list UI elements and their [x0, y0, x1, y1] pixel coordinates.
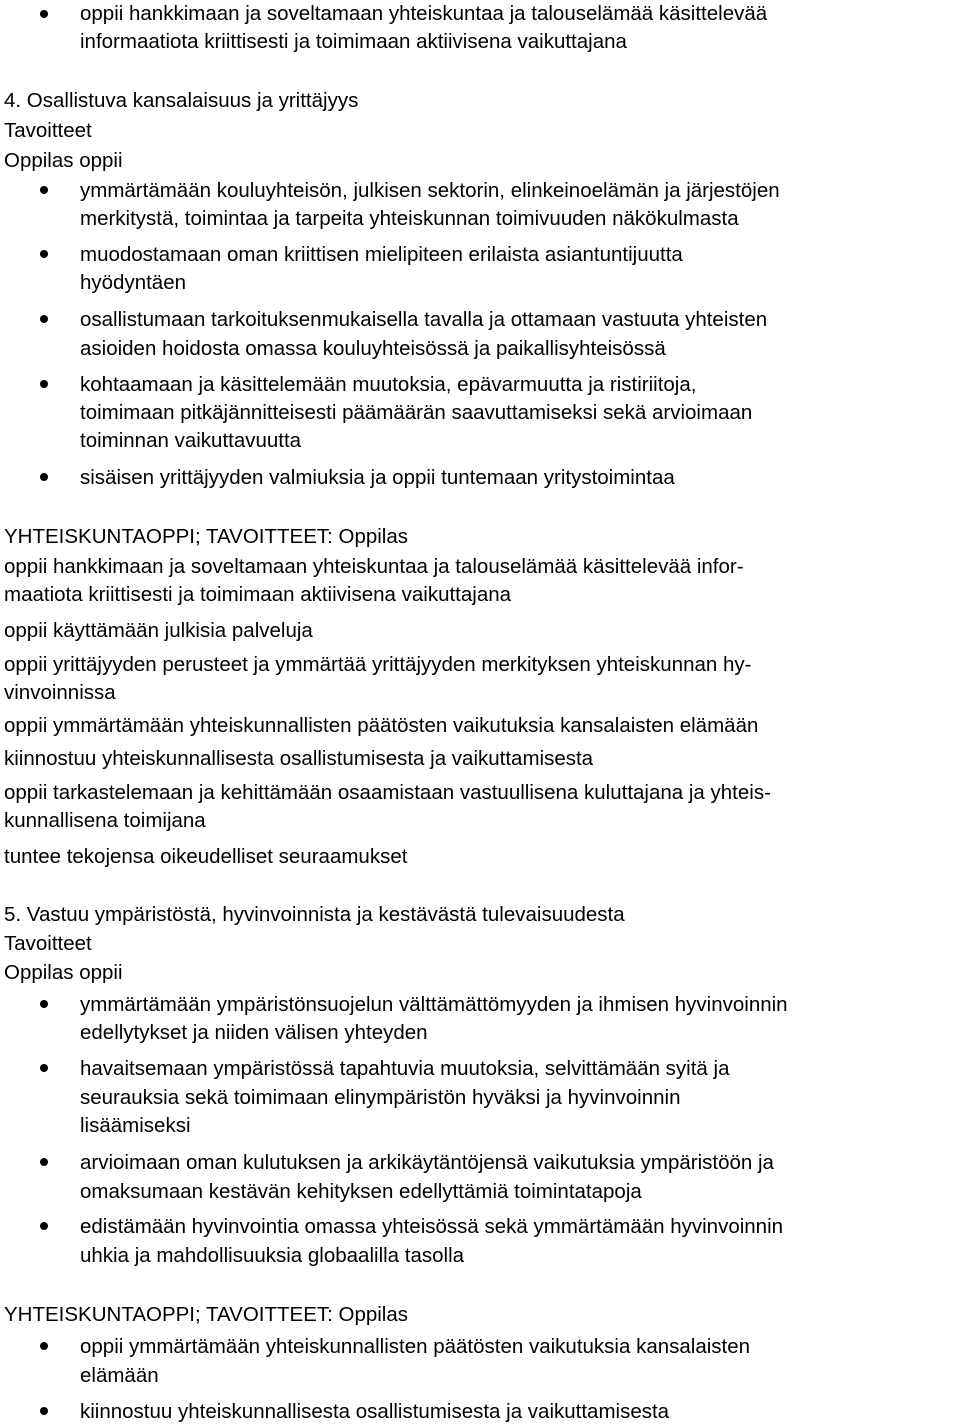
subject-text: vinvoinnissa: [4, 681, 116, 704]
bullet-icon: [40, 1064, 48, 1072]
subject-text: maatiota kriittisesti ja toimimaan aktiivisena vaikuttajana: [4, 583, 512, 606]
pupil-label: Oppilas oppii: [4, 961, 123, 984]
list-item-text: merkitystä, toimintaa ja tarpeita yhteiskunnan toimivuuden näkökulmasta: [80, 207, 739, 230]
list-item-text: havaitsemaan ympäristössä tapahtuvia muutoksia, selvittämään syitä ja: [80, 1057, 730, 1080]
subject-text: oppii käyttämään julkisia palveluja: [4, 619, 313, 642]
bullet-icon: [40, 315, 48, 323]
bullet-icon: [40, 1407, 48, 1415]
list-item-text: kiinnostuu yhteiskunnallisesta osallistumisesta ja vaikuttamisesta: [80, 1400, 670, 1423]
bullet-icon: [40, 473, 48, 481]
list-item-text: omaksumaan kestävän kehityksen edellyttämiä toimintatapoja: [80, 1180, 642, 1203]
bullet-icon: [40, 10, 48, 18]
list-item-text: edellytykset ja niiden välisen yhteyden: [80, 1021, 428, 1044]
list-item-text: ymmärtämään kouluyhteisön, julkisen sektorin, elinkeinoelämän ja järjestöjen: [80, 179, 780, 202]
list-item-text: oppii hankkimaan ja soveltamaan yhteiskuntaa ja talouselämää käsittelevää: [80, 2, 768, 25]
list-item-text: elämään: [80, 1364, 159, 1387]
bullet-icon: [40, 1342, 48, 1350]
list-item-text: edistämään hyvinvointia omassa yhteisössä sekä ymmärtämään hyvinvoinnin: [80, 1215, 784, 1238]
list-item-text: kohtaamaan ja käsittelemään muutoksia, epävarmuutta ja ristiriitoja,: [80, 373, 697, 396]
subject-heading: YHTEISKUNTAOPPI; TAVOITTEET: Oppilas: [4, 525, 409, 548]
list-item-text: lisäämiseksi: [80, 1114, 191, 1137]
list-item-text: asioiden hoidosta omassa kouluyhteisössä ja paikallisyhteisössä: [80, 337, 666, 360]
bullet-icon: [40, 1222, 48, 1230]
goals-label: Tavoitteet: [4, 119, 92, 142]
list-item-text: muodostamaan oman kriittisen mielipiteen erilaista asiantuntijuutta: [80, 243, 683, 266]
bullet-icon: [40, 186, 48, 194]
section-heading: 4. Osallistuva kansalaisuus ja yrittäjyys: [4, 89, 359, 112]
subject-text: kunnallisena toimijana: [4, 809, 206, 832]
list-item-text: ymmärtämään ympäristönsuojelun välttämättömyyden ja ihmisen hyvinvoinnin: [80, 993, 788, 1016]
subject-text: oppii yrittäjyyden perusteet ja ymmärtää yrittäjyyden merkityksen yhteiskunnan hy-: [4, 653, 752, 676]
goals-label: Tavoitteet: [4, 932, 92, 955]
subject-text: kiinnostuu yhteiskunnallisesta osallistumisesta ja vaikuttamisesta: [4, 747, 594, 770]
list-item-text: informaatiota kriittisesti ja toimimaan aktiivisena vaikuttajana: [80, 30, 627, 53]
list-item-text: uhkia ja mahdollisuuksia globaalilla tasolla: [80, 1244, 465, 1267]
subject-heading: YHTEISKUNTAOPPI; TAVOITTEET: Oppilas: [4, 1303, 409, 1326]
bullet-icon: [40, 1000, 48, 1008]
subject-text: oppii ymmärtämään yhteiskunnallisten päätösten vaikutuksia kansalaisten elämään: [4, 714, 759, 737]
subject-text: oppii tarkastelemaan ja kehittämään osaamistaan vastuullisena kuluttajana ja yhteis-: [4, 781, 771, 804]
bullet-icon: [40, 380, 48, 388]
subject-text: oppii hankkimaan ja soveltamaan yhteiskuntaa ja talouselämää käsittelevää infor-: [4, 555, 744, 578]
list-item-text: seurauksia sekä toimimaan elinympäristön hyväksi ja hyvinvoinnin: [80, 1086, 681, 1109]
bullet-icon: [40, 250, 48, 258]
list-item-text: toimimaan pitkäjännitteisesti päämäärän saavuttamiseksi sekä arvioimaan: [80, 401, 753, 424]
list-item-text: oppii ymmärtämään yhteiskunnallisten päätösten vaikutuksia kansalaisten: [80, 1335, 751, 1358]
list-item-text: osallistumaan tarkoituksenmukaisella tavalla ja ottamaan vastuuta yhteisten: [80, 308, 768, 331]
list-item-text: arvioimaan oman kulutuksen ja arkikäytäntöjensä vaikutuksia ympäristöön ja: [80, 1151, 774, 1174]
section-heading: 5. Vastuu ympäristöstä, hyvinvoinnista ja kestävästä tulevaisuudesta: [4, 903, 625, 926]
subject-text: tuntee tekojensa oikeudelliset seuraamukset: [4, 845, 408, 868]
bullet-icon: [40, 1158, 48, 1166]
list-item-text: toiminnan vaikuttavuutta: [80, 429, 302, 452]
pupil-label: Oppilas oppii: [4, 149, 123, 172]
list-item-text: sisäisen yrittäjyyden valmiuksia ja oppii tuntemaan yritystoimintaa: [80, 466, 675, 489]
list-item-text: hyödyntäen: [80, 271, 187, 294]
